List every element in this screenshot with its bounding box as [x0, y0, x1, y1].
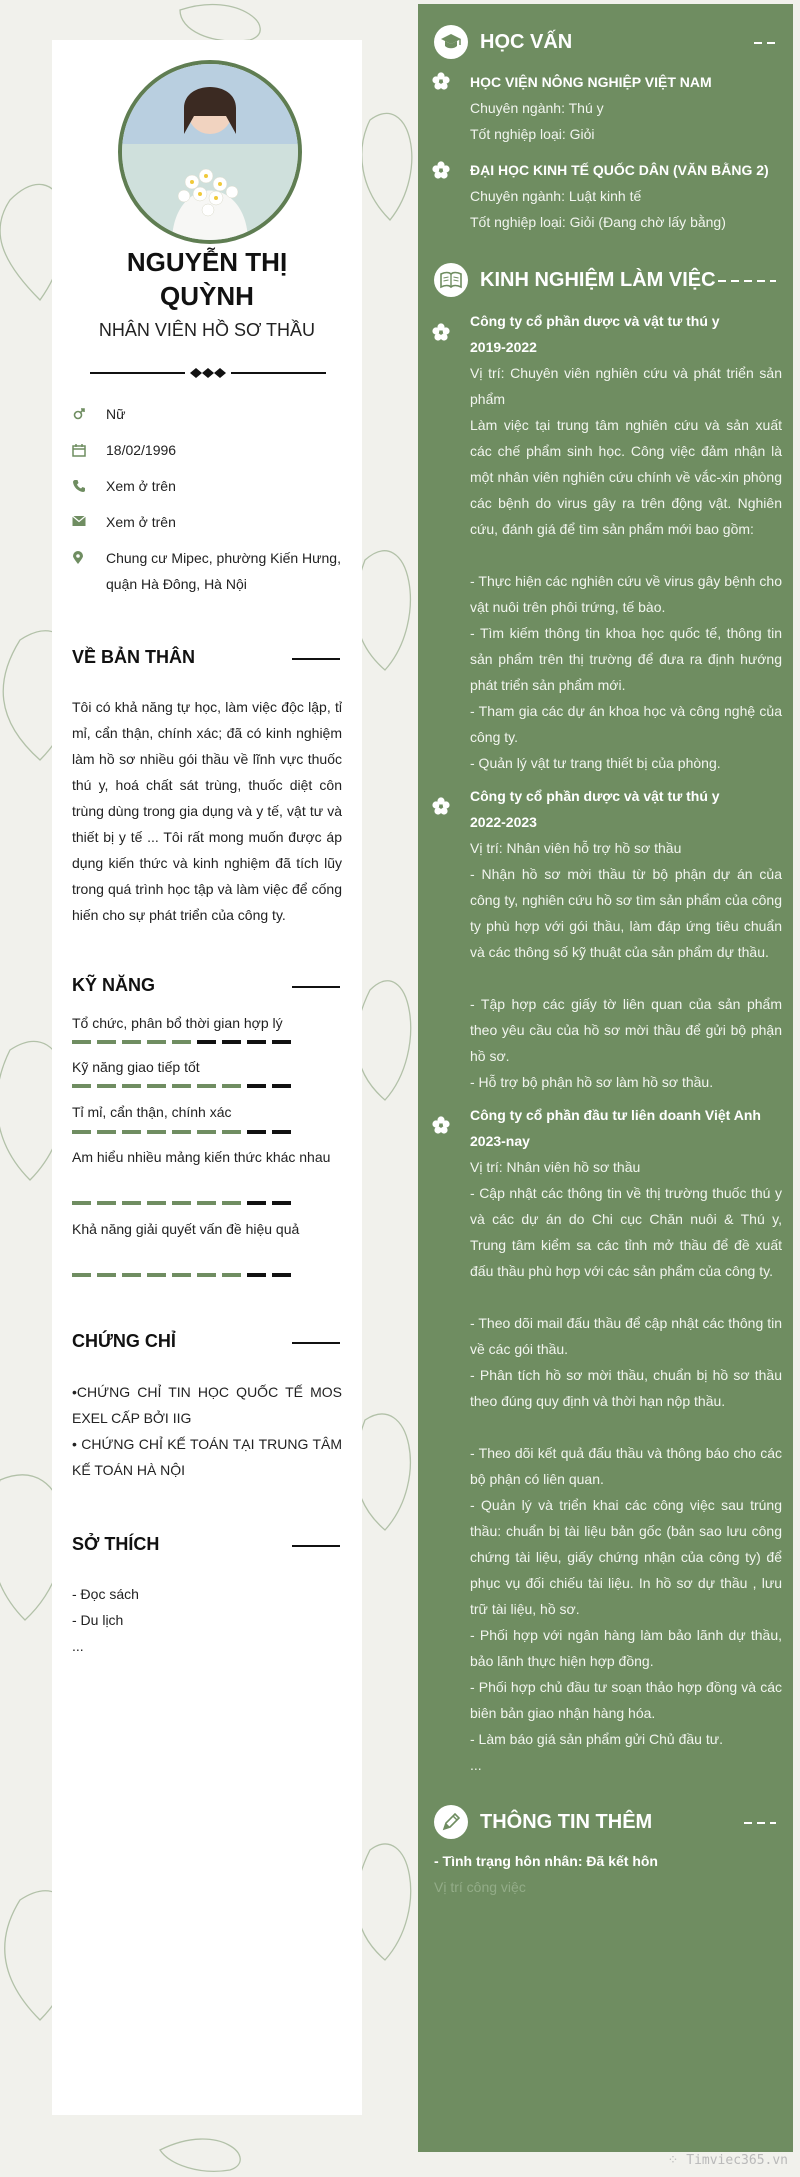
job-line: - Theo dõi mail đấu thầu để cập nhật các thông tin về các gói thầu. — [470, 1315, 782, 1357]
skill-segment-filled — [72, 1130, 91, 1134]
skill-label: Am hiểu nhiều mảng kiến thức khác nhau — [72, 1149, 331, 1165]
skill-segment-empty — [247, 1201, 266, 1205]
flower-bullet-icon — [432, 72, 450, 90]
contact-address-text: Chung cư Mipec, phường Kiến Hưng, quận Hà Đông, Hà Nội — [106, 550, 341, 592]
experience-heading — [434, 263, 782, 299]
skill-segment-filled — [147, 1130, 166, 1134]
skill-segment-filled — [147, 1201, 166, 1205]
skill-segment-empty — [222, 1040, 241, 1044]
skill-label: Kỹ năng giao tiếp tốt — [72, 1059, 200, 1075]
extra-faded-text: Vị trí công việc — [434, 1879, 526, 1895]
certificate-item: •CHỨNG CHỈ TIN HỌC QUỐC TẾ MOS EXEL CẤP BỞI IIG — [72, 1384, 342, 1426]
skill-segment-filled — [172, 1130, 191, 1134]
contact-gender-text: Nữ — [106, 406, 126, 422]
skills-heading — [72, 975, 340, 999]
education-grade: Tốt nghiệp loại: Giỏi — [470, 126, 595, 142]
education-school: ĐẠI HỌC KINH TẾ QUỐC DÂN (VĂN BẰNG 2) — [470, 162, 769, 178]
education-title: HỌC VẤN — [480, 31, 573, 53]
skill-segment-filled — [97, 1084, 116, 1088]
job-company: Công ty cổ phần đầu tư liên doanh Việt Anh — [470, 1107, 761, 1123]
job-company: Công ty cổ phần dược và vật tư thú y — [470, 788, 720, 804]
skill-segment-filled — [172, 1040, 191, 1044]
skill-segment-filled — [97, 1273, 116, 1277]
profile-name — [52, 245, 362, 313]
education-grade: Tốt nghiệp loại: Giỏi (Đang chờ lấy bằng) — [470, 214, 726, 230]
watermark-text: Timviec365.vn — [686, 2153, 788, 2168]
skill-segment-empty — [247, 1273, 266, 1277]
marital-status: - Tình trạng hôn nhân: Đã kết hôn — [434, 1853, 658, 1869]
hobbies-title: SỞ THÍCH — [72, 1534, 160, 1554]
skill-segment-empty — [247, 1130, 266, 1134]
skill-segment-empty — [247, 1084, 266, 1088]
email-icon — [72, 509, 106, 535]
skill-segment-filled — [147, 1084, 166, 1088]
job-line: - Cập nhật các thông tin về thị trường thuốc thú y và các dự án do Chi cục Chăn nuôi & Thú y, Trung tâm kiểm sa các tỉnh mở thầu để đề xuất đấu thầu phù hợp với các sản phẩm của công ty. — [470, 1185, 782, 1279]
education-major: Chuyên ngành: Thú y — [470, 100, 604, 116]
flower-bullet-icon — [432, 161, 450, 179]
job-line: ... — [470, 1757, 482, 1773]
skill-segment-filled — [222, 1130, 241, 1134]
skill-bar — [72, 1273, 294, 1277]
education-school: HỌC VIỆN NÔNG NGHIỆP VIỆT NAM — [470, 74, 712, 90]
extra-title: THÔNG TIN THÊM — [480, 1811, 653, 1833]
job-line: - Phối hợp chủ đầu tư soạn thảo hợp đồng và các biên bản giao nhận hàng hóa. — [470, 1679, 782, 1721]
contact-phone — [72, 473, 342, 499]
skill-segment-filled — [222, 1201, 241, 1205]
skill-segment-filled — [122, 1201, 141, 1205]
job-line: - Quản lý vật tư trang thiết bị của phòng. — [470, 755, 721, 771]
job-line: - Hỗ trợ bộ phận hồ sơ làm hồ sơ thầu. — [470, 1074, 714, 1090]
skill-segment-filled — [222, 1273, 241, 1277]
skill-bar — [72, 1130, 294, 1134]
skill-segment-filled — [197, 1201, 216, 1205]
job-period: 2022-2023 — [470, 814, 537, 830]
skill-label: Tổ chức, phân bổ thời gian hợp lý — [72, 1015, 283, 1031]
calendar-icon — [72, 437, 106, 463]
skill-segment-empty — [272, 1040, 291, 1044]
skill-label: Tỉ mỉ, cẩn thận, chính xác — [72, 1104, 232, 1120]
skill-segment-filled — [72, 1201, 91, 1205]
job-line: Làm việc tại trung tâm nghiên cứu và sản xuất các chế phẩm sinh học. Công việc đảm nhận là một nhân viên nghiên cứu chính về vắc-xin phòng các bệnh do virus gây ra trên động vật. Nghiên cứu, đánh giá để tìm sản phẩm mới bao gồm: — [470, 417, 782, 537]
contact-email-text: Xem ở trên — [106, 514, 176, 530]
contact-gender — [72, 401, 342, 427]
profile-name-line2: QUỲNH — [160, 281, 254, 311]
skill-segment-filled — [122, 1040, 141, 1044]
job-position: Vị trí: Chuyên viên nghiên cứu và phát triển sản phẩm — [470, 365, 782, 407]
contact-birthday-text: 18/02/1996 — [106, 442, 177, 458]
job-title: NHÂN VIÊN HỒ SƠ THẦU — [98, 320, 316, 340]
skill-segment-filled — [197, 1084, 216, 1088]
skill-segment-filled — [172, 1084, 191, 1088]
job-period: 2023-nay — [470, 1133, 530, 1149]
skill-segment-filled — [122, 1084, 141, 1088]
contact-address — [72, 545, 342, 597]
gender-icon — [72, 401, 106, 427]
skill-segment-filled — [122, 1273, 141, 1277]
location-icon — [72, 545, 106, 597]
job-line: - Tập hợp các giấy tờ liên quan của sản phẩm theo yêu cầu của hồ sơ mời thầu để gửi bộ phận hồ sơ. — [470, 996, 782, 1064]
job-line: - Tham gia các dự án khoa học và công nghệ của công ty. — [470, 703, 782, 745]
job-line: - Quản lý và triển khai các công việc sau trúng thầu: chuẩn bị tài liệu bản gốc (bản sao lưu công chứng tài liệu, giấy chứng nhận của công ty) để phục vụ đối chiếu tài liệu. In hồ sơ dự thầu , lưu trữ tài liệu, hồ sơ. — [470, 1497, 782, 1617]
about-title: VỀ BẢN THÂN — [72, 647, 196, 667]
job-company: Công ty cổ phần dược và vật tư thú y — [470, 313, 720, 329]
skill-segment-filled — [197, 1273, 216, 1277]
contact-phone-text: Xem ở trên — [106, 478, 176, 494]
skill-segment-empty — [247, 1040, 266, 1044]
skill-bar — [72, 1040, 294, 1044]
contact-birthday — [72, 437, 342, 463]
skills-title: KỸ NĂNG — [72, 975, 156, 995]
skill-segment-filled — [72, 1084, 91, 1088]
pen-icon — [434, 1805, 468, 1839]
skill-segment-filled — [197, 1130, 216, 1134]
job-line: - Làm báo giá sản phẩm gửi Chủ đầu tư. — [470, 1731, 723, 1747]
about-heading — [72, 647, 340, 671]
skill-bar — [72, 1084, 294, 1088]
job-line: - Phối hợp với ngân hàng làm bảo lãnh dự thầu, bảo lãnh thực hiện hợp đồng. — [470, 1627, 782, 1669]
flower-bullet-icon — [432, 323, 450, 341]
hobby-item: ... — [72, 1638, 84, 1654]
watermark: ⁘ Timviec365.vn — [667, 2153, 788, 2168]
certificate-item: • CHỨNG CHỈ KẾ TOÁN TẠI TRUNG TÂM KẾ TOÁN HÀ NỘI — [72, 1436, 342, 1478]
skill-segment-empty — [272, 1201, 291, 1205]
job-line: - Phân tích hồ sơ mời thầu, chuẩn bị hồ sơ thầu theo đúng quy định và thời hạn nộp thầu. — [470, 1367, 782, 1409]
contact-email — [72, 509, 342, 535]
job-line: - Tìm kiếm thông tin khoa học quốc tế, thông tin sản phẩm trên thị trường để đưa ra định hướng phát triển sản phẩm mới. — [470, 625, 782, 693]
education-major: Chuyên ngành: Luật kinh tế — [470, 188, 642, 204]
skill-segment-empty — [197, 1040, 216, 1044]
avatar — [118, 60, 302, 244]
job-line: - Nhận hồ sơ mời thầu từ bộ phận dự án của công ty, nghiên cứu hồ sơ tìm sản phẩm của công ty phù hợp với gói thầu, làm đáp ứng tiêu chuẩn và các thông số kỹ thuật của sản phẩm dự thầu. — [470, 866, 782, 960]
flower-bullet-icon — [432, 1116, 450, 1134]
hobbies-heading — [72, 1534, 340, 1558]
job-line: - Theo dõi kết quả đấu thầu và thông báo cho các bộ phận có liên quan. — [470, 1445, 782, 1487]
job-line: - Thực hiện các nghiên cứu về virus gây bệnh cho vật nuôi trên phôi trứng, tế bào. — [470, 573, 782, 615]
skill-bar — [72, 1201, 294, 1205]
flower-bullet-icon — [432, 797, 450, 815]
skill-segment-filled — [172, 1273, 191, 1277]
job-position: Vị trí: Nhân viên hỗ trợ hồ sơ thầu — [470, 840, 682, 856]
job-position: Vị trí: Nhân viên hồ sơ thầu — [470, 1159, 641, 1175]
skill-segment-empty — [272, 1084, 291, 1088]
skill-segment-filled — [97, 1040, 116, 1044]
skill-segment-filled — [147, 1040, 166, 1044]
graduation-cap-icon — [434, 25, 468, 59]
skill-segment-empty — [272, 1130, 291, 1134]
skill-segment-empty — [272, 1273, 291, 1277]
skill-label: Khả năng giải quyết vấn đề hiệu quả — [72, 1221, 300, 1237]
profile-name-line1: NGUYỄN THỊ — [126, 247, 288, 277]
extra-heading — [434, 1805, 782, 1841]
name-divider — [90, 368, 326, 378]
certificates-title: CHỨNG CHỈ — [72, 1331, 176, 1351]
hobby-item: - Du lịch — [72, 1612, 124, 1628]
phone-icon — [72, 473, 106, 499]
education-heading — [434, 25, 782, 61]
skill-segment-filled — [147, 1273, 166, 1277]
skill-segment-filled — [222, 1084, 241, 1088]
hobby-item: - Đọc sách — [72, 1586, 139, 1602]
certificates-heading — [72, 1331, 340, 1355]
job-period: 2019-2022 — [470, 339, 537, 355]
about-text: Tôi có khả năng tự học, làm việc độc lập, tỉ mỉ, cẩn thận, chính xác; đã có kinh nghiệm làm hồ sơ nhiều gói thầu về lĩnh vực thuốc thú y, hoá chất sát trùng, thuốc diệt côn trùng dùng trong gia dụng và y tế, vật tư và thiết bị y tế ... Tôi rất mong muốn được áp dụng kiến thức và kinh nghiệm đã tích lũy trong quá trình học tập và làm việc để cống hiến cho sự phát triển của công ty. — [72, 699, 342, 923]
portrait-photo-icon — [122, 64, 298, 240]
skill-segment-filled — [172, 1201, 191, 1205]
experience-title: KINH NGHIỆM LÀM VIỆC — [480, 269, 716, 291]
skill-segment-filled — [72, 1040, 91, 1044]
skill-segment-filled — [72, 1273, 91, 1277]
skill-segment-filled — [97, 1201, 116, 1205]
book-icon — [434, 263, 468, 297]
skill-segment-filled — [122, 1130, 141, 1134]
skill-segment-filled — [97, 1130, 116, 1134]
